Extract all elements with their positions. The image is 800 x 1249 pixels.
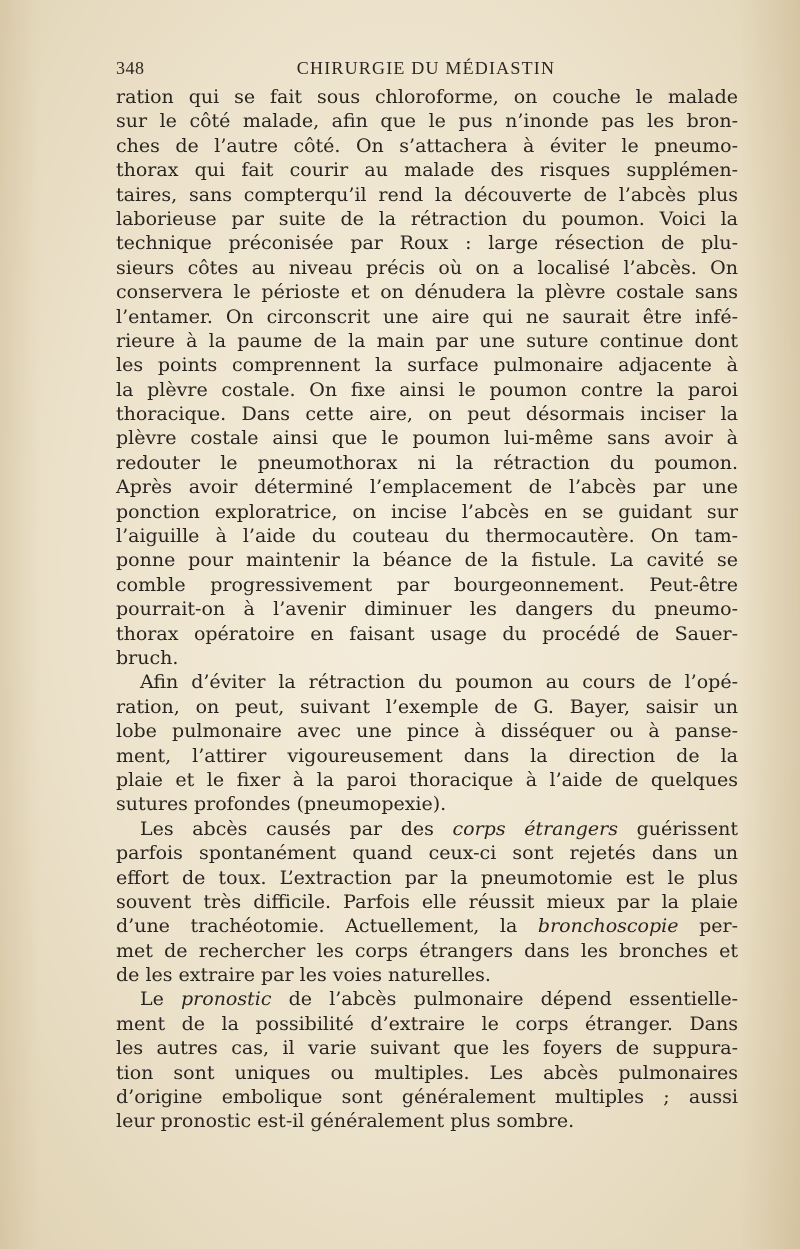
text-line [116,914,738,938]
text-line: rieure à la paume de la main par une suture continue dont [116,329,738,352]
page-right-shadow [740,0,800,1249]
text-segment: Le [140,988,182,1011]
page-header [116,58,736,86]
text-line: ches de l’autre côté. On s’attachera à éviter le pneumo- [116,134,738,157]
text-line: ration, on peut, suivant l’exemple de G. Bayer, saisir un [116,695,738,718]
text-line: les points comprennent la surface pulmonaire adjacente à [116,354,738,377]
text-line: d’origine embolique sont généralement multiples ; aussi [116,1086,738,1109]
text-line: laborieuse par suite de la rétraction du poumon. Voici la [116,207,738,230]
text-line: leur pronostic est-il généralement plus sombre. [116,1110,575,1133]
text-segment: per- [678,915,738,938]
text-line: lobe pulmonaire avec une pince à disséquer ou à panse- [116,720,738,743]
text-line: l’entamer. On circonscrit une aire qui ne saurait être infé- [116,305,738,328]
text-segment: d’une trachéotomie. Actuellement, la [116,915,538,938]
text-line: comble progressivement par bourgeonnement. Peut-être [116,573,738,596]
text-line: thorax qui fait courir au malade des risques supplémen- [116,159,738,182]
text-line: taires, sans compterqu’il rend la découverte de l’abcès plus [116,183,738,206]
text-line: bruch. [116,646,179,669]
running-title: CHIRURGIE DU MÉDIASTIN [296,58,556,78]
text-line: thoracique. Dans cette aire, on peut désormais inciser la [116,403,738,426]
italic-term: bronchoscopie [537,915,679,938]
text-line: sieurs côtes au niveau précis où on a localisé l’abcès. On [116,256,738,279]
text-line: thorax opératoire en faisant usage du procédé de Sauer- [116,622,738,645]
italic-term: pronostic [181,988,272,1011]
text-line: sur le côté malade, afin que le pus n’inonde pas les bron- [116,110,738,133]
text-line: de les extraire par les voies naturelles. [116,964,491,987]
text-line: met de rechercher les corps étrangers dans les bronches et [116,939,738,962]
text-line: parfois spontanément quand ceux-ci sont rejetés dans un [116,842,738,865]
text-line: pourrait-on à l’avenir diminuer les dangers du pneumo- [116,598,738,621]
text-line: Après avoir déterminé l’emplacement de l’abcès par une [116,476,738,499]
text-line [116,987,738,1011]
text-line: ponne pour maintenir la béance de la fistule. La cavité se [116,549,738,572]
text-line: l’aiguille à l’aide du couteau du thermocautère. On tam- [116,525,738,548]
page-number: 348 [116,58,145,78]
text-line: ration qui se fait sous chloroforme, on couche le malade [116,86,738,108]
text-line: redouter le pneumothorax ni la rétraction du poumon. [116,451,738,474]
body-text [116,85,738,1134]
text-line: plèvre costale ainsi que le poumon lui-même sans avoir à [116,427,738,450]
text-line: effort de toux. L’extraction par la pneumotomie est le plus [116,866,738,889]
text-segment: Les abcès causés par des [140,817,453,840]
text-segment: guérissent [617,817,739,840]
text-line: ment de la possibilité d’extraire le corps étranger. Dans [116,1012,738,1035]
text-line: conservera le périoste et on dénudera la plèvre costale sans [116,281,738,304]
text-line: Afin d’éviter la rétraction du poumon au cours de l’opé- [140,671,738,694]
text-line: la plèvre costale. On fixe ainsi le poumon contre la paroi [116,378,738,401]
italic-term: corps étrangers [452,817,618,840]
text-segment: de l’abcès pulmonaire dépend essentielle- [271,988,738,1011]
text-line: tion sont uniques ou multiples. Les abcès pulmonaires [116,1061,738,1084]
page-left-shadow [0,0,40,1249]
text-line [116,817,738,841]
text-line: souvent très difficile. Parfois elle réussit mieux par la plaie [116,890,738,913]
text-line: ment, l’attirer vigoureusement dans la direction de la [116,744,738,767]
text-line: plaie et le fixer à la paroi thoracique à l’aide de quelques [116,768,738,791]
text-line: ponction exploratrice, on incise l’abcès en se guidant sur [116,500,738,523]
text-line: les autres cas, il varie suivant que les foyers de suppura- [116,1037,738,1060]
text-line: sutures profondes (pneumopexie). [116,793,447,816]
text-line: technique préconisée par Roux : large résection de plu- [116,232,738,255]
